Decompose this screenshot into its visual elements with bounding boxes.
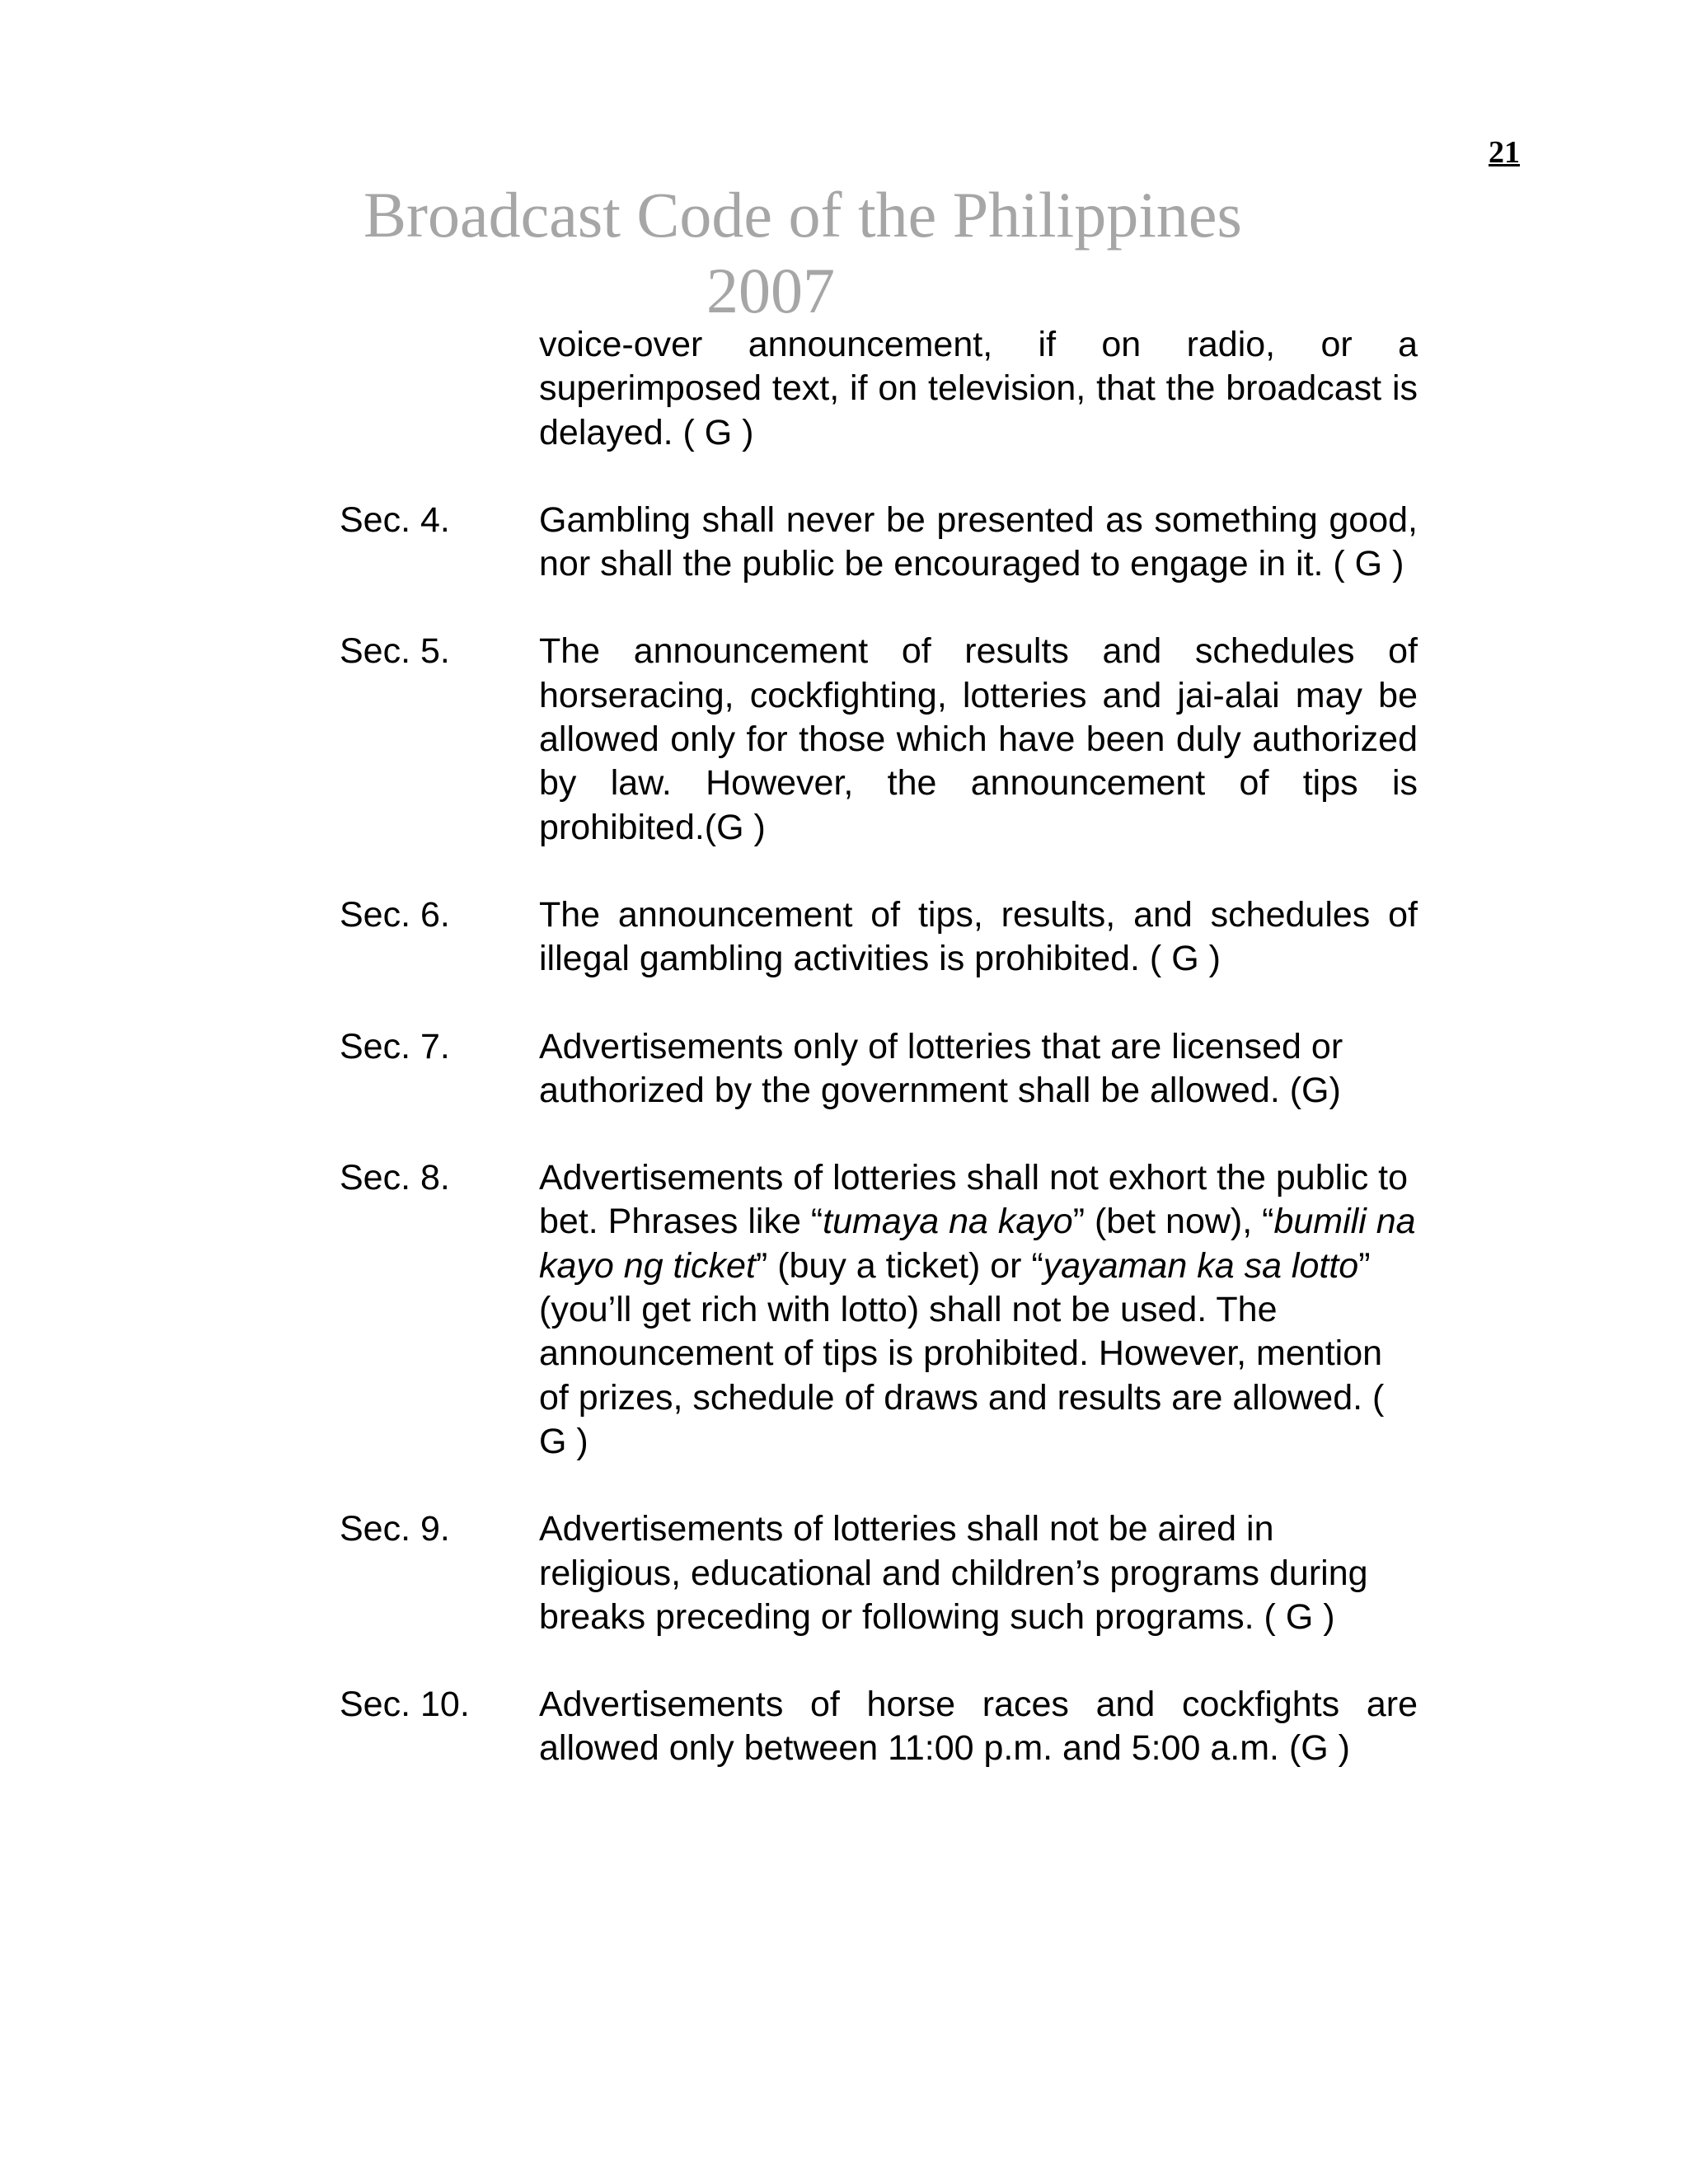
tagalog-phrase: yayaman ka sa lotto — [1043, 1245, 1359, 1286]
section-label: Sec. 8. — [340, 1158, 450, 1198]
section-label: Sec. 9. — [340, 1509, 450, 1549]
section-9 — [340, 1507, 1418, 1639]
document-body — [340, 323, 1418, 1771]
text-run: ” (buy a ticket) or “ — [755, 1245, 1043, 1286]
section-label: Sec. 4. — [340, 499, 450, 540]
section-4 — [340, 499, 1418, 587]
text-run: ” (bet now), “ — [1072, 1202, 1274, 1242]
section-label: Sec. 7. — [340, 1026, 450, 1066]
section-text: Advertisements only of lotteries that are licensed or authorized by the government shall be allowed. (G) — [539, 1026, 1343, 1110]
section-7 — [340, 1025, 1418, 1113]
page-number: 21 — [1489, 135, 1520, 170]
section-5 — [340, 630, 1418, 849]
section-text: The announcement of tips, results, and schedules of illegal gambling activities is prohibited. ( G ) — [539, 894, 1418, 979]
section-text: Advertisements of horse races and cockfights are allowed only between 11:00 p.m. and 5:00 a.m. (G ) — [539, 1685, 1418, 1769]
section-6 — [340, 893, 1418, 982]
header-title: Broadcast Code of the Philippines — [363, 179, 1242, 251]
section-8 — [340, 1156, 1418, 1464]
section-text — [539, 1156, 1418, 1464]
section-10 — [340, 1683, 1418, 1771]
tagalog-phrase: tumaya na kayo — [823, 1202, 1073, 1242]
section-label: Sec. 6. — [340, 894, 450, 935]
section-text: Advertisements of lotteries shall not be aired in religious, educational and children’s programs during breaks preceding or following such programs. ( G ) — [539, 1509, 1368, 1637]
text-run: Advertisements of lotteries shall not exhort the public to bet. Phrases like “ — [539, 1158, 1409, 1242]
header-year: 2007 — [706, 255, 835, 326]
section-text: Gambling shall never be presented as something good, nor shall the public be encouraged to engage in it. ( G ) — [539, 499, 1418, 584]
continuation-paragraph: voice-over announcement, if on radio, or a superimposed text, if on television, that the broadcast is delayed. ( G ) — [539, 325, 1418, 452]
section-label: Sec. 5. — [340, 631, 450, 672]
document-header — [346, 177, 1319, 329]
section-text: The announcement of results and schedules of horseracing, cockfighting, lotteries and jai-alai may be allowed only for those which have been duly authorized by law. However, the announcement of tips is prohibited.(G ) — [539, 631, 1418, 847]
tagalog-phrase: bumili na kayo ng ticket — [539, 1202, 1416, 1286]
text-run: ” (you’ll get rich with lotto) shall not be used. The announcement of tips is prohibited. However, mention of prizes, schedule of draws and results are allowed. ( G ) — [539, 1245, 1385, 1461]
section-label: Sec. 10. — [340, 1685, 470, 1725]
